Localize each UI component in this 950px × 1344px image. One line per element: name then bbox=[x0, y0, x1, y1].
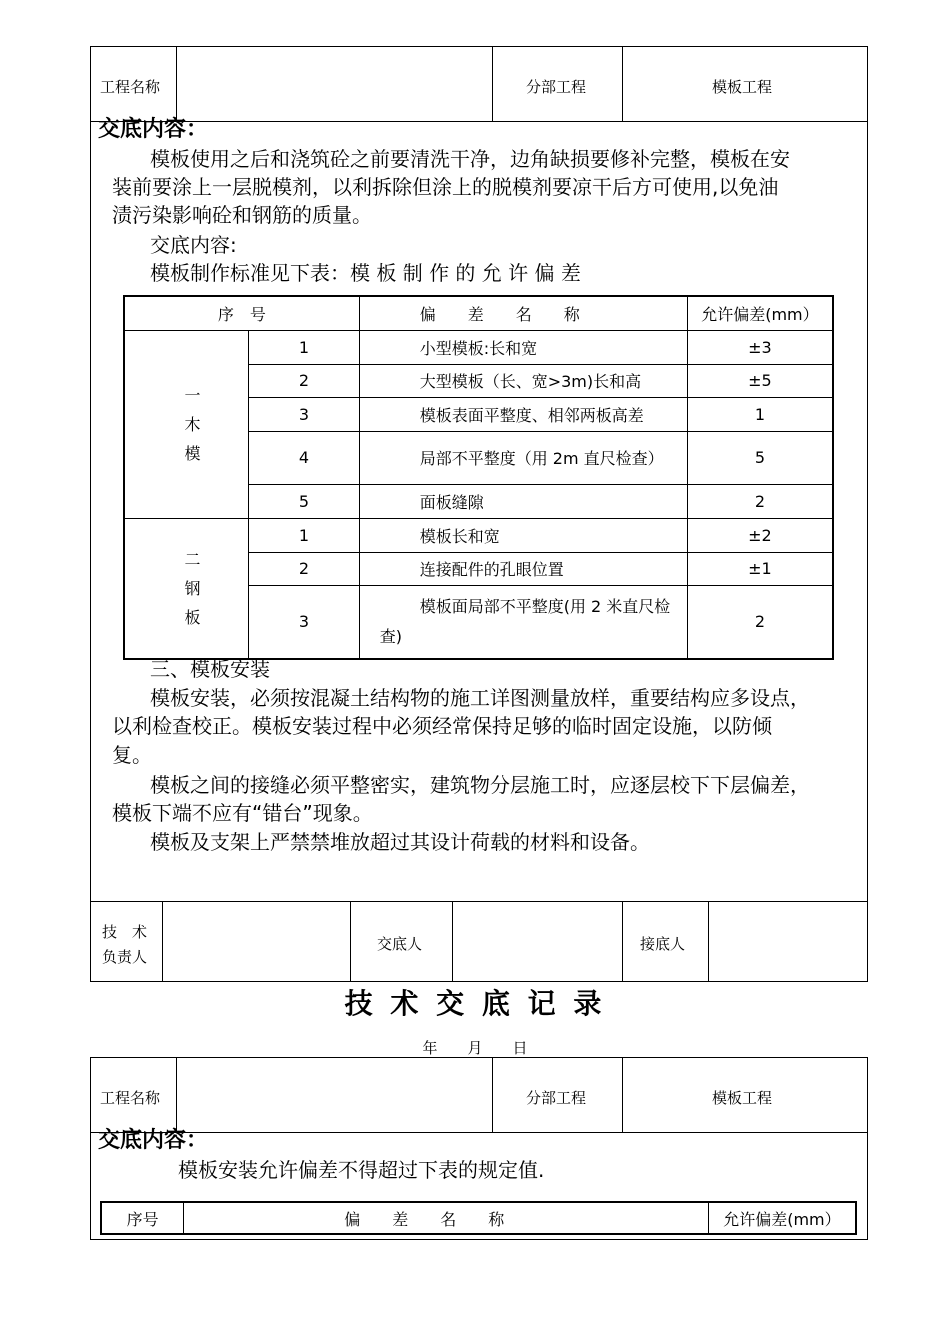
project-name-label: 工程名称 bbox=[100, 78, 161, 96]
paragraph: 模板之间的接缝必须平整密实，建筑物分层施工时，应逐层校下下层偏差， bbox=[150, 773, 810, 797]
table-row: 一 木 模 1 小型模板:长和宽 ±3 bbox=[124, 330, 833, 364]
paragraph: 复。 bbox=[112, 743, 152, 767]
table-row: 5 面板缝隙 2 bbox=[124, 484, 833, 518]
content-heading: 交底内容： bbox=[98, 1128, 209, 1153]
paragraph: 模板下端不应有“错台”现象。 bbox=[112, 801, 373, 825]
paragraph: 交底内容: bbox=[150, 233, 237, 257]
table-row: 3 模板面局部不平整度(用 2 米直尺检 查) 2 bbox=[124, 585, 833, 659]
group-steel-label: 二 钢 板 bbox=[124, 518, 249, 659]
table-row: 2 大型模板（长、宽>3m)长和高 ±5 bbox=[124, 364, 833, 397]
table-row: 3 模板表面平整度、相邻两板高差 1 bbox=[124, 397, 833, 431]
subproject-value: 模板工程 bbox=[712, 1089, 773, 1107]
table-header-name: 偏 差 名 称 bbox=[184, 1202, 709, 1234]
subproject-value: 模板工程 bbox=[712, 78, 773, 96]
table-header-name: 偏 差 名 称 bbox=[359, 296, 687, 330]
paragraph: 模板安装，必须按混凝土结构物的施工详图测量放样，重要结构应多设点， bbox=[150, 686, 810, 710]
record-title: 技 术 交 底 记 录 bbox=[344, 987, 606, 1020]
group-wood-label: 一 木 模 bbox=[124, 330, 249, 518]
tech-lead-label: 技 术 bbox=[102, 923, 148, 941]
paragraph: 模板制作标准见下表：模 板 制 作 的 允 许 偏 差 bbox=[150, 261, 581, 285]
tech-lead-label: 负责人 bbox=[102, 948, 148, 966]
table-header-no: 序 号 bbox=[124, 296, 359, 330]
subproject-label: 分部工程 bbox=[526, 1089, 587, 1107]
date-line: 年 月 日 bbox=[422, 1039, 528, 1057]
paragraph: 装前要涂上一层脱模剂，以利拆除但涂上的脱模剂要凉干后方可使用,以免油 bbox=[112, 175, 779, 199]
paragraph: 模板及支架上严禁禁堆放超过其设计荷载的材料和设备。 bbox=[150, 830, 650, 854]
fabrication-tolerance-table bbox=[123, 295, 834, 660]
subproject-label: 分部工程 bbox=[526, 78, 587, 96]
paragraph: 模板使用之后和浇筑砼之前要清洗干净，边角缺损要修补完整，模板在安 bbox=[150, 147, 790, 171]
section3-title: 三、模板安装 bbox=[150, 657, 270, 681]
table-row: 4 局部不平整度（用 2m 直尺检查） 5 bbox=[124, 431, 833, 484]
table-header-no: 序号 bbox=[101, 1202, 184, 1234]
receiver-label: 接底人 bbox=[640, 935, 686, 953]
paragraph: 渍污染影响砼和钢筋的质量。 bbox=[112, 203, 372, 227]
installation-tolerance-table bbox=[100, 1201, 857, 1235]
project-name-label: 工程名称 bbox=[100, 1089, 161, 1107]
content-heading: 交底内容： bbox=[98, 117, 209, 142]
table-header-tolerance: 允许偏差(mm） bbox=[708, 1202, 856, 1234]
table-row: 二 钢 板 1 模板长和宽 ±2 bbox=[124, 518, 833, 552]
giver-label: 交底人 bbox=[377, 935, 423, 953]
paragraph: 以利检查校正。模板安装过程中必须经常保持足够的临时固定设施，以防倾 bbox=[112, 714, 772, 738]
paragraph: 模板安装允许偏差不得超过下表的规定值. bbox=[178, 1158, 545, 1182]
table-header-tolerance: 允许偏差(mm） bbox=[687, 296, 833, 330]
table-row: 2 连接配件的孔眼位置 ±1 bbox=[124, 552, 833, 585]
